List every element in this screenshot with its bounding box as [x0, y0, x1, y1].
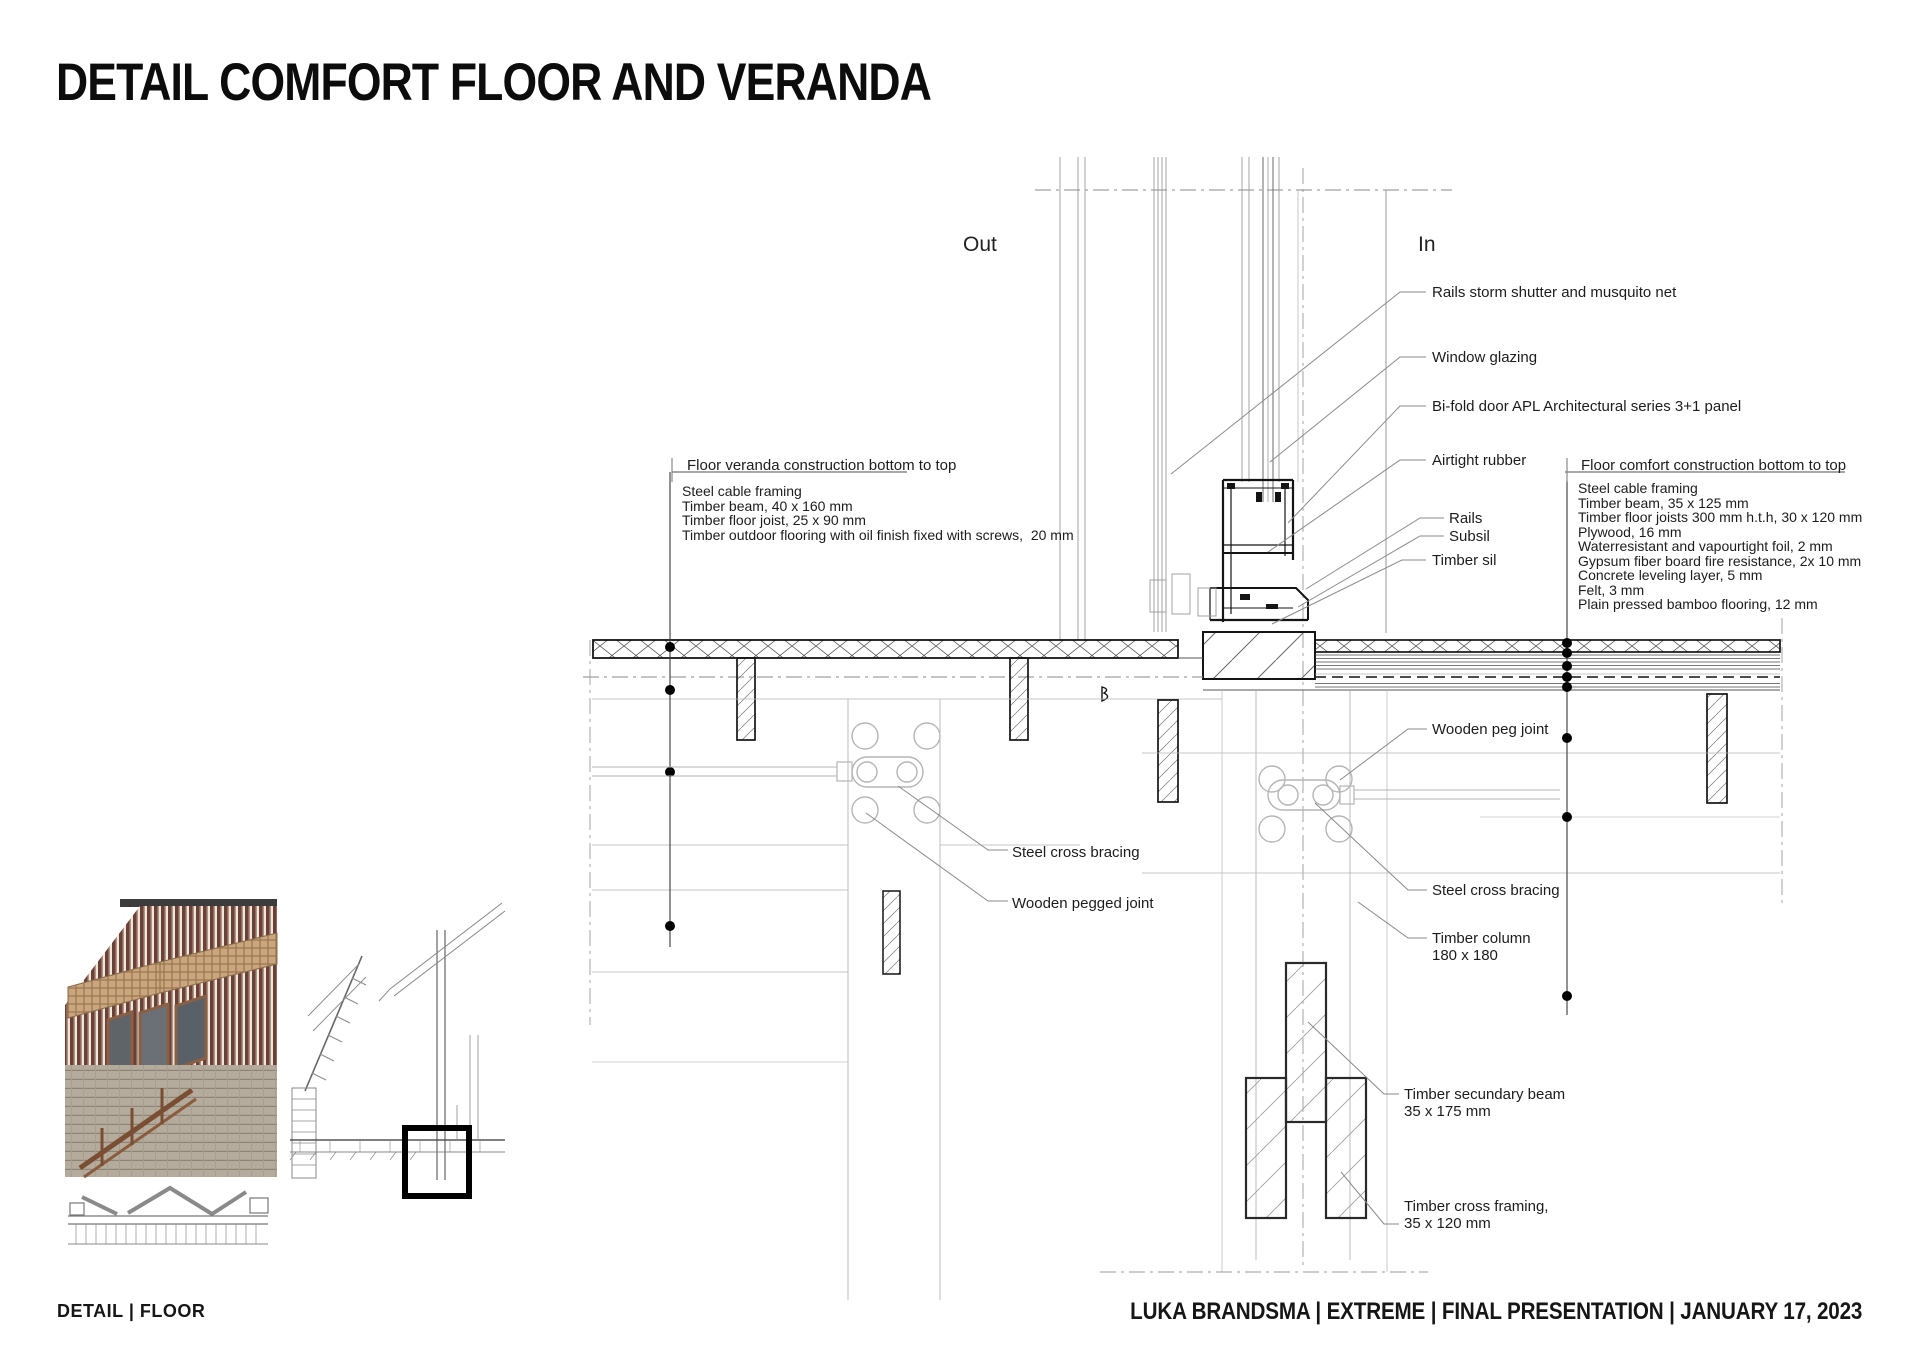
- window-section: [1035, 157, 1452, 1265]
- callout-bifold-door: Bi-fold door APL Architectural series 3+1 panel: [1432, 398, 1742, 415]
- label-in: In: [1418, 233, 1436, 256]
- timber-column-line2: 180 x 180: [1432, 947, 1498, 964]
- callout-secondary-beam: [1404, 1086, 1565, 1120]
- cross-framing-line1: Timber cross framing,: [1404, 1198, 1549, 1215]
- comfort-list-line: Felt, 3 mm: [1578, 582, 1645, 598]
- callout-timber-sil: Timber sil: [1432, 552, 1497, 569]
- reference-render: [60, 899, 277, 1177]
- callout-cross-framing: [1404, 1198, 1548, 1232]
- callout-steel-cross-bracing-left: Steel cross bracing: [1012, 844, 1140, 861]
- veranda-list-line: Timber floor joist, 25 x 90 mm: [682, 512, 866, 528]
- veranda-list-header: Floor veranda construction bottom to top: [687, 457, 957, 474]
- veranda-list-line: Timber beam, 40 x 160 mm: [682, 498, 853, 514]
- timber-column-line1: Timber column: [1432, 930, 1531, 947]
- door-sill-frame: [1150, 480, 1308, 622]
- comfort-list-line: Concrete leveling layer, 5 mm: [1578, 567, 1763, 583]
- callout-wooden-pegged-joint: Wooden pegged joint: [1012, 895, 1154, 912]
- callout-rails: Rails: [1449, 510, 1483, 527]
- comfort-list-header: Floor comfort construction bottom to top: [1581, 457, 1847, 474]
- callout-airtight-rubber: Airtight rubber: [1432, 452, 1527, 469]
- footer-sheet-name: DETAIL | FLOOR: [57, 1301, 206, 1321]
- cross-framing-line2: 35 x 120 mm: [1404, 1215, 1491, 1232]
- comfort-list-line: Timber floor joists 300 mm h.t.h, 30 x 120 mm: [1578, 509, 1863, 525]
- secondary-beam-line1: Timber secundary beam: [1404, 1086, 1566, 1103]
- reference-mechanism: [68, 1188, 268, 1244]
- concrete-sill-block: [1203, 632, 1315, 679]
- page-title: DETAIL COMFORT FLOOR AND VERANDA: [56, 53, 932, 112]
- comfort-list-line: Plain pressed bamboo flooring, 12 mm: [1578, 596, 1818, 612]
- footer-credits: LUKA BRANDSMA | EXTREME | FINAL PRESENTATION | JANUARY 17, 2023: [1129, 1298, 1862, 1325]
- callout-rails-storm-shutter: Rails storm shutter and musquito net: [1432, 284, 1677, 301]
- veranda-list-line: Timber outdoor flooring with oil finish fixed with screws, 20 mm: [682, 527, 1074, 543]
- steel-cable-left: [665, 472, 675, 947]
- callout-subsil: Subsil: [1449, 528, 1490, 545]
- comfort-list-line: Steel cable framing: [1578, 480, 1698, 496]
- callout-window-glazing: Window glazing: [1432, 349, 1538, 366]
- comfort-list-line: Waterresistant and vapourtight foil, 2 mm: [1578, 538, 1833, 554]
- comfort-list-line: Plywood, 16 mm: [1578, 524, 1682, 540]
- steel-cable-right: [1562, 480, 1572, 1015]
- veranda-list-line: Steel cable framing: [682, 483, 802, 499]
- reference-section: [290, 903, 505, 1180]
- callout-timber-column: [1432, 930, 1531, 964]
- left-column-joint: [592, 699, 940, 1300]
- label-out: Out: [963, 233, 997, 256]
- secondary-beam-line2: 35 x 175 mm: [1404, 1103, 1491, 1120]
- comfort-list-line: Timber beam, 35 x 125 mm: [1578, 495, 1749, 511]
- comfort-list-line: Gypsum fiber board fire resistance, 2x 10 mm: [1578, 553, 1862, 569]
- callout-steel-cross-bracing-right: Steel cross bracing: [1432, 882, 1560, 899]
- callout-wooden-peg-joint: Wooden peg joint: [1432, 721, 1549, 738]
